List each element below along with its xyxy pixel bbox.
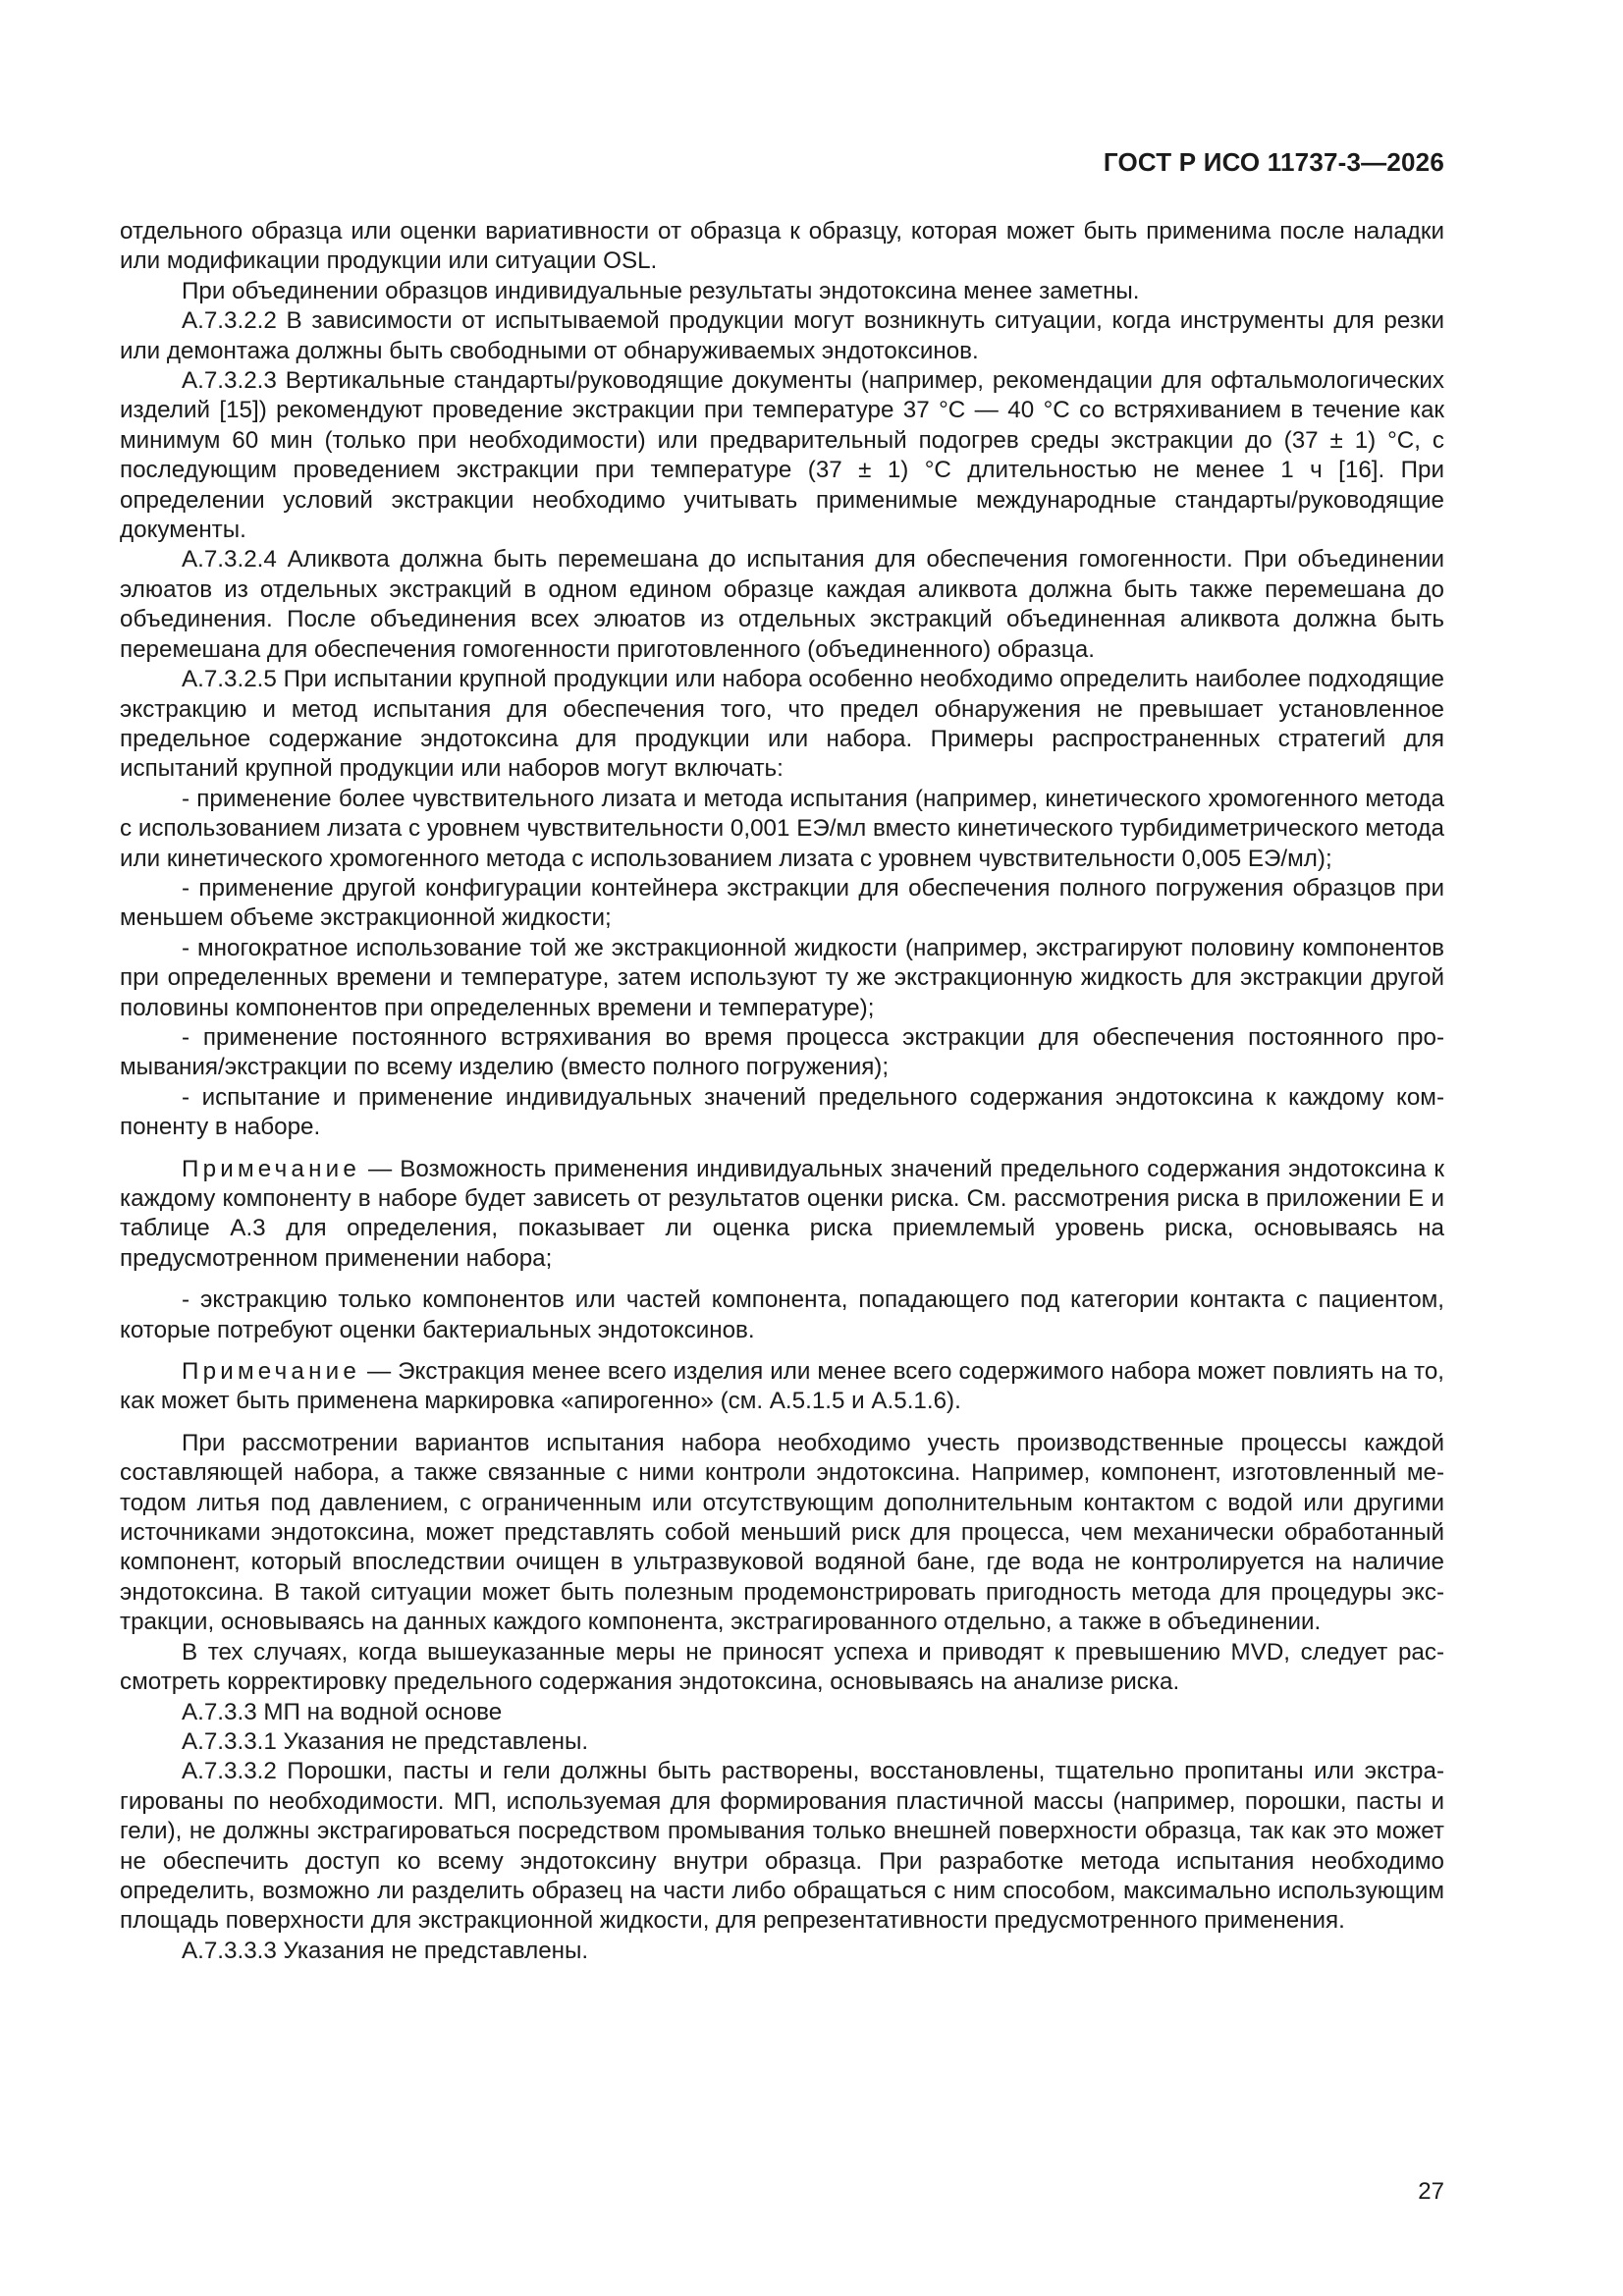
list-item: - экстракцию только компонентов или частей компонента, попадающего под категории контакта с пациентом, которые потребуют оценки бактериальных эндотоксинов. bbox=[120, 1286, 1444, 1343]
list-item: - применение постоянного встряхивания во время процесса экстракции для обеспечения постоянного промывания/экстракции по всему изделию (вместо полного погружения); bbox=[120, 1023, 1444, 1081]
list-item: - многократное использование той же экстракционной жидкости (например, экстрагируют половину компонентов при определенных времени и температуре, затем используют ту же экстракционную жидкость для экстракции другой половины компонентов при определенных времени и температуре); bbox=[120, 934, 1444, 1021]
paragraph: При рассмотрении вариантов испытания набора необходимо учесть производственные процессы каждой составляющей набора, а также связанные с ними контроли эндотоксина. Например, компонент, изготовленный методом литья под давлением, с ограниченным или отсутствующим дополнительным контактом с водой или другими источниками эндотоксина, может представлять собой меньший риск для процесса, чем механически обработанный компонент, который впоследствии очищен в ультразвуковой водяной бане, где вода не контролируется на наличие эндотоксина. В такой ситуации может быть полезным продемонстрировать пригодность метода для процедуры экстракции, основываясь на данных каждого компонента, экстрагированного отдельно, а также в объединении. bbox=[120, 1429, 1444, 1636]
paragraph-a73225: А.7.3.2.5 При испытании крупной продукции или набора особенно необходимо определить наиболее подходящие экстракцию и метод испытания для обеспечения того, что предел обнаружения не превышает установленное предельное содержание эндотоксина для продукции или набора. Примеры распространенных стратегий для испытаний крупной продукции или наборов могут включать: bbox=[120, 666, 1444, 783]
note-label: Примечание bbox=[182, 1155, 360, 1182]
list-item: - испытание и применение индивидуальных значений предельного содержания эндотоксина к каждому компоненту в наборе. bbox=[120, 1083, 1444, 1141]
note-1 bbox=[120, 1155, 1444, 1275]
paragraph-a73223: А.7.3.2.3 Вертикальные стандарты/руководящие документы (например, рекомендации для офтальмологических изделий [15]) рекомендуют проведение экстракции при температуре 37 °С — 40 °С со встряхиванием в течение как минимум 60 мин (только при необходимости) или предварительный подогрев среды экстракции до (37 ± 1) °С, с последующим проведением экстракции при температуре (37 ± 1) °С длительностью не менее 1 ч [16]. При определении условий экстракции необходимо учитывать применимые международные стандарты/руководящие документы. bbox=[120, 367, 1444, 544]
note-text: — Возможность применения индивидуальных значений предельного содержания эндотоксина к каждому компоненту в наборе будет зависеть от результатов оценки риска. См. рассмотрения риска в приложении Е и таблице А.3 для определения, показывает ли оценка риска приемлемый уровень риска, основываясь на предусмотренном применении набора; bbox=[120, 1155, 1444, 1272]
list-item: - применение более чувствительного лизата и метода испытания (например, кинетического хромогенного метода с использованием лизата с уровнем чувствительности 0,001 ЕЭ/мл вместо кинетического турбидиметрического метода или кинетического хромогенного метода с использованием лизата с уровнем чувствительности 0,005 ЕЭ/мл); bbox=[120, 785, 1444, 872]
paragraph-a73333: А.7.3.3.3 Указания не представлены. bbox=[182, 1937, 589, 1964]
paragraph-a73332: А.7.3.3.2 Порошки, пасты и гели должны быть растворены, восстановлены, тщательно пропитаны или экстрагированы по необходимости. МП, используемая для формирования пластичной массы (например, порошки, пасты и гели), не должны экстрагироваться посредством промывания только внешней поверхности образца, так как это может не обеспечить доступ ко всему эндотоксину внутри образца. При разработке метода испытания необходимо определить, возможно ли разделить образец на части либо обращаться с ним способом, максимально использующим площадь поверхности для экстракционной жидкости, для репрезентативности предусмотренного применения. bbox=[120, 1758, 1444, 1935]
list-item: - применение другой конфигурации контейнера экстракции для обеспечения полного погружения образцов при меньшем объеме экстракционной жидкости; bbox=[120, 874, 1444, 932]
section-heading-a7333: А.7.3.3 МП на водной основе bbox=[182, 1698, 503, 1725]
note-2 bbox=[120, 1357, 1444, 1417]
paragraph: При объединении образцов индивидуальные результаты эндотоксина менее заметны. bbox=[182, 277, 1140, 304]
paragraph-a73224: А.7.3.2.4 Аликвота должна быть перемешана до испытания для обеспечения гомогенности. При объединении элюатов из отдельных экстракций в одном едином образце каждая аликвота должна быть также перемешана до объединения. После объединения всех элюатов из отдельных экстракций объединенная аликвота должна быть перемешана для обеспечения гомогенности приготовленного (объединенного) образца. bbox=[120, 546, 1444, 663]
paragraph-a73222: А.7.3.2.2 В зависимости от испытываемой продукции могут возникнуть ситуации, когда инструменты для резки или демонтажа должны быть свободными от обнаруживаемых эндотоксинов. bbox=[120, 307, 1444, 364]
paragraph: В тех случаях, когда вышеуказанные меры не приносят успеха и приводят к превышению MVD, следует рассмотреть корректировку предельного содержания эндотоксина, основываясь на анализе риска. bbox=[120, 1638, 1444, 1696]
page-number: 27 bbox=[1418, 2178, 1444, 2205]
note-label: Примечание bbox=[182, 1358, 360, 1386]
document-body bbox=[120, 217, 1444, 1966]
paragraph-continuation: отдельного образца или оценки вариативности от образца к образцу, которая может быть применима после наладки или модификации продукции или ситуации OSL. bbox=[120, 218, 1444, 275]
paragraph-a73331: А.7.3.3.1 Указания не представлены. bbox=[182, 1727, 589, 1755]
note-text: — Экстракция менее всего изделия или менее всего содержимого набора может повлиять на то, как может быть применена маркировка «апирогенно» (см. А.5.1.5 и А.5.1.6). bbox=[120, 1358, 1444, 1415]
document-code-header: ГОСТ Р ИСО 11737-3—2026 bbox=[1103, 147, 1444, 177]
